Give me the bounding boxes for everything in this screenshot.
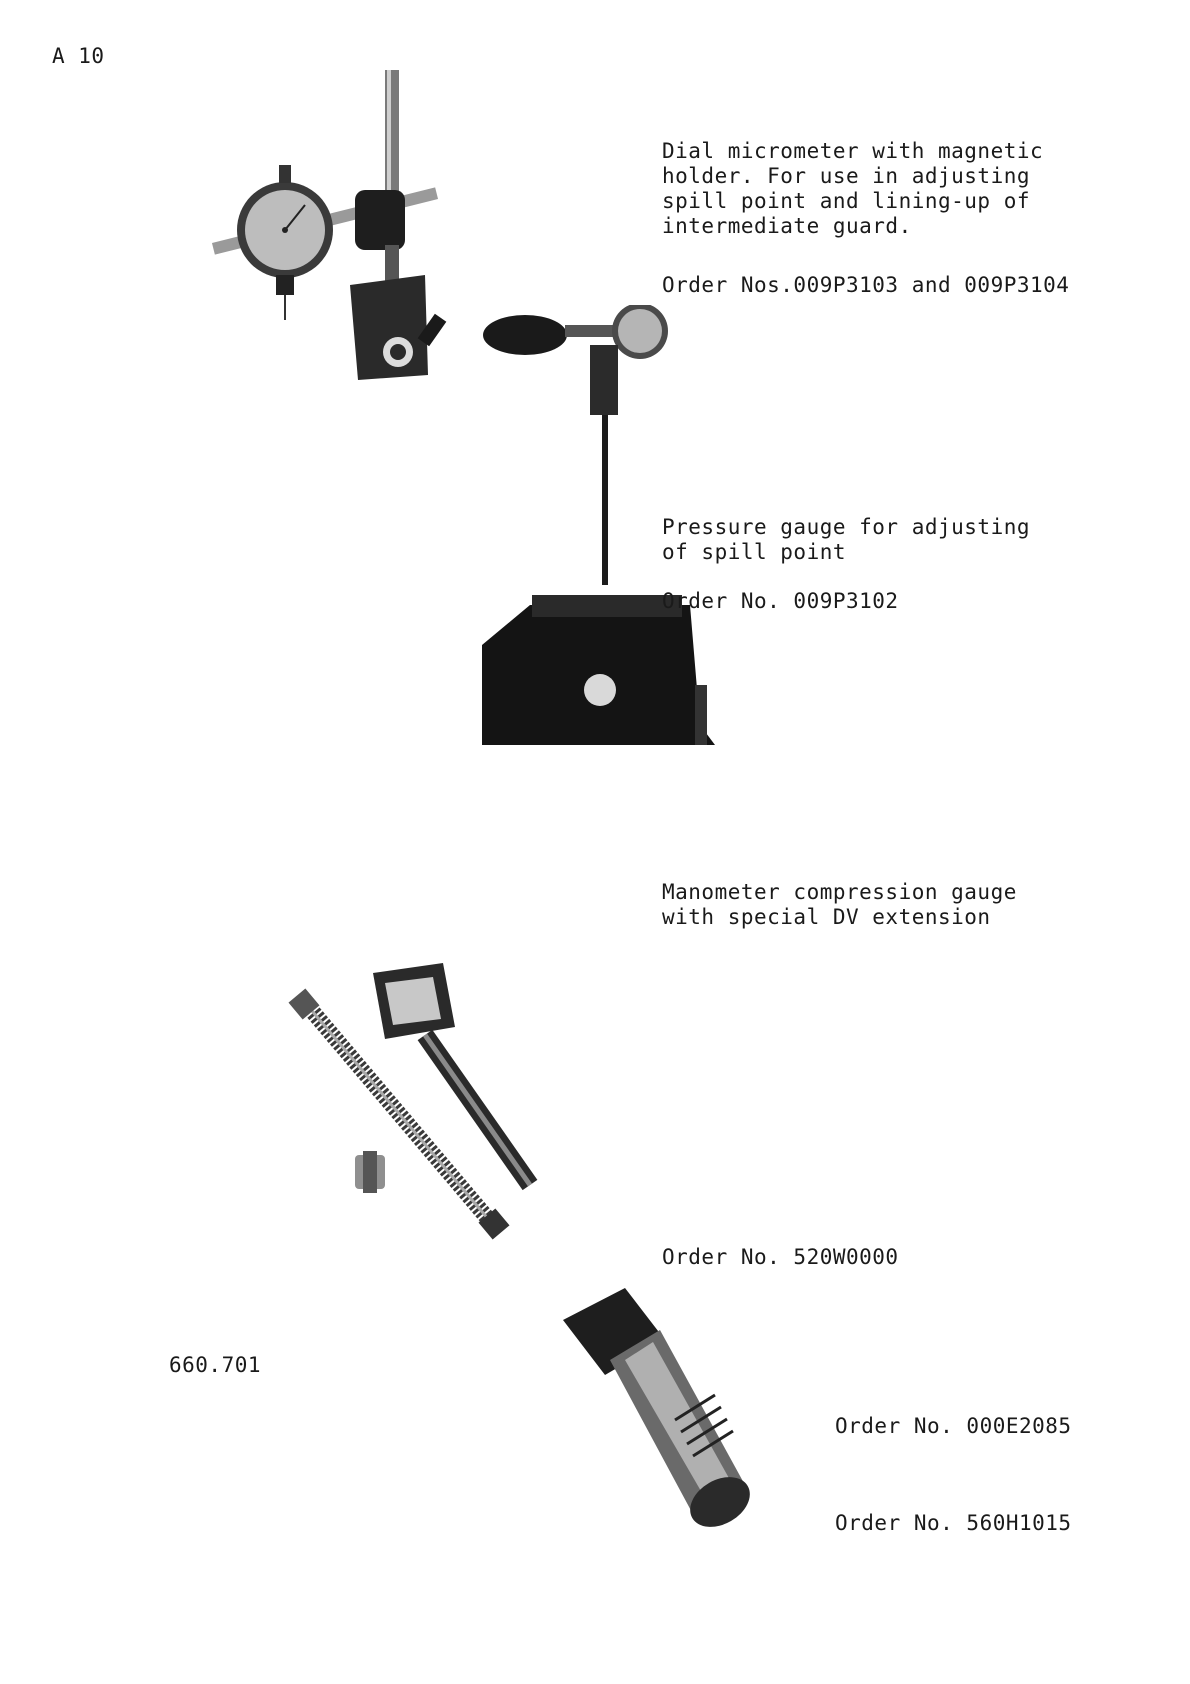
order-number: Order No. 009P3102	[662, 589, 899, 613]
item-description	[662, 515, 1030, 565]
description-line: holder. For use in adjusting	[662, 164, 1031, 188]
description-line: Pressure gauge for adjusting	[662, 515, 1031, 539]
order-number: Order Nos.009P3103 and 009P3104	[662, 273, 1070, 297]
item-description	[662, 139, 1043, 239]
description-line: intermediate guard.	[662, 214, 912, 238]
description-line: with special DV extension	[662, 905, 991, 929]
order-number: Order No. 000E2085	[835, 1414, 1072, 1438]
order-number: Order No. 520W0000	[662, 1245, 899, 1269]
description-line: of spill point	[662, 540, 847, 564]
description-line: Manometer compression gauge	[662, 880, 1017, 904]
page-label: A 10	[52, 44, 105, 68]
description-line: spill point and lining-up of	[662, 189, 1031, 213]
compression-gauge-extension-photo	[285, 955, 555, 1245]
item-description	[662, 880, 1017, 930]
description-line: Dial micrometer with magnetic	[662, 139, 1044, 163]
dial-micrometer-photo	[210, 65, 490, 415]
bolt-photo	[555, 1280, 755, 1540]
figure-number: 660.701	[169, 1353, 262, 1377]
order-number: Order No. 560H1015	[835, 1511, 1072, 1535]
